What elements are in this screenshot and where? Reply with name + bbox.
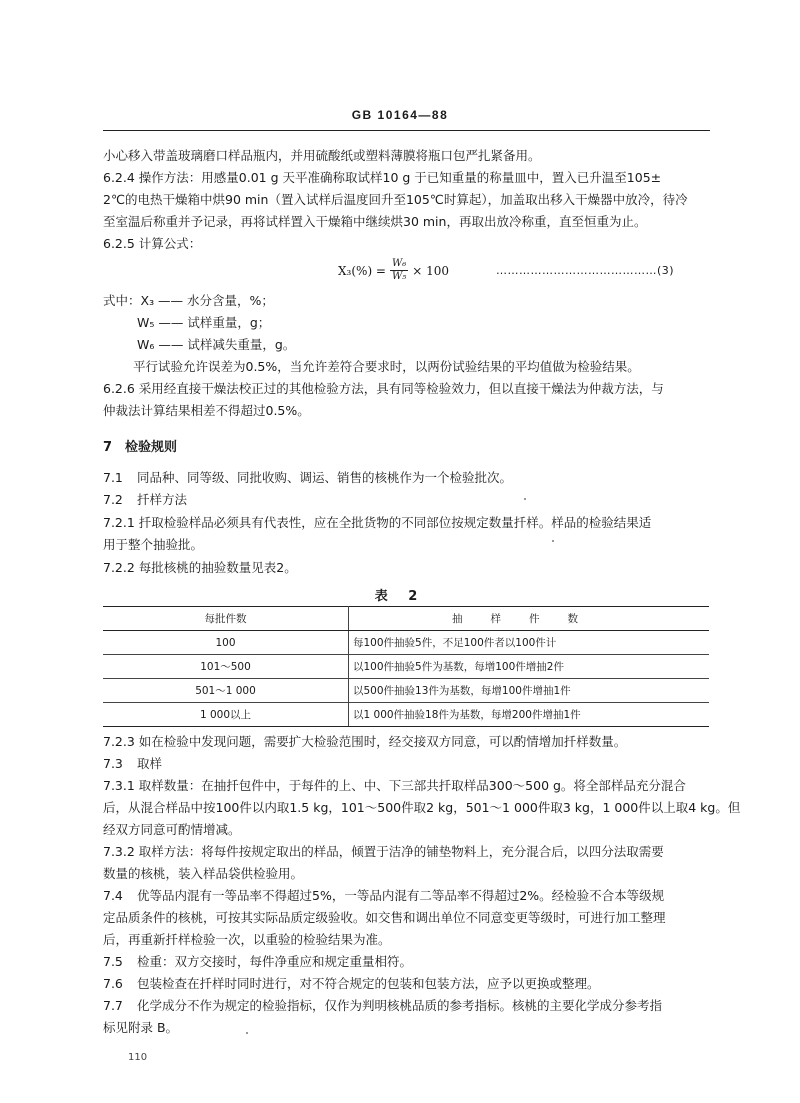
table-cell: 100 (103, 631, 349, 655)
clause-number: 7.2.3 (103, 734, 135, 749)
scan-speck (552, 540, 554, 542)
clause-7-3-2-line1 (103, 843, 664, 861)
table-row (103, 679, 709, 703)
table-cell: 501～1 000 (103, 679, 349, 703)
formula-reference: ……………………………………(3) (496, 264, 675, 277)
clause-7-4-line2: 定品质条件的核桃，可按其实际品质定级验收。如交售和调出单位不同意变更等级时，可进行加工整理 (103, 910, 666, 925)
formula-lhs: X₃(%) = (338, 263, 386, 278)
clause-6-2-5 (103, 235, 201, 253)
clause-7-3-2-line2: 数量的核桃，装入样品袋供检验用。 (103, 866, 304, 881)
clause-text: 取样数量：在抽扦包件中，于每件的上、中、下三部共扦取样品300～500 g。将全部样品充分混合 (138, 778, 686, 793)
standard-header: GB 10164—88 (351, 108, 449, 122)
table-cell: 每100件抽验5件，不足100件者以100件计 (349, 631, 710, 655)
clause-7-2-1-line1 (103, 514, 651, 532)
clause-text: 包装检查在扦样时同时进行，对不符合规定的包装和包装方法，应予以更换或整理。 (136, 976, 600, 991)
clause-number: 6.2.4 (103, 170, 135, 185)
clause-7-4-line1 (103, 887, 664, 905)
column-header: 每批件数 (103, 607, 349, 631)
formula-numerator: W₆ (392, 258, 407, 269)
clause-text: 化学成分不作为规定的检验指标，仅作为判明核桃品质的参考指标。核桃的主要化学成分参考指 (136, 998, 662, 1013)
moisture-formula (338, 258, 449, 283)
clause-6-2-4-line3: 至室温后称重并予记录，再将试样置入干燥箱中继续烘30 min，再取出放冷称重，直至恒重为止。 (103, 214, 647, 229)
table-title: 表 2 (374, 589, 426, 604)
clause-text: 检重：双方交接时，每件净重应和规定重量相符。 (136, 954, 412, 969)
clause-number: 7.3.1 (103, 778, 135, 793)
clause-text: 扦样方法 (136, 492, 187, 507)
clause-text: 采用经直接干燥法校正过的其他检验方法，具有同等检验效力，但以直接干燥法为仲裁方法，与 (138, 381, 664, 396)
sampling-table (103, 606, 709, 727)
clause-number: 7.2.2 (103, 560, 135, 575)
clause-text: 扦取检验样品必须具有代表性，应在全批货物的不同部位按规定数量扦样。样品的检验结果适 (138, 515, 652, 530)
table-row (103, 631, 709, 655)
clause-7-4-line3: 后，再重新扦样检验一次，以重验的检验结果为准。 (103, 932, 391, 947)
clause-number: 7.1 (103, 470, 123, 485)
column-header: 抽样件数 (349, 607, 710, 631)
clause-7-2-3 (103, 733, 626, 751)
clause-6-2-4-line2: 2℃的电热干燥箱中烘90 min（置入试样后温度回升至105℃时算起），加盖取出移入干燥器中放冷，待冷 (103, 192, 688, 207)
table-header-row (103, 607, 709, 631)
clause-number: 7.6 (103, 976, 123, 991)
where-x3: 式中：X₃ —— 水分含量，%； (103, 293, 274, 308)
clause-7-7-line2: 标见附录 B。 (103, 1020, 179, 1035)
formula-fraction (390, 258, 408, 283)
clause-number: 6.2.6 (103, 381, 135, 396)
where-w5: W₅ —— 试样重量，g； (137, 315, 271, 330)
clause-7-1 (103, 469, 512, 487)
clause-7-2-1-line2: 用于整个抽验批。 (103, 537, 204, 552)
clause-text: 同品种、同等级、同批收购、调运、销售的核桃作为一个检验批次。 (136, 470, 512, 485)
formula-denominator: W₅ (392, 271, 407, 282)
table-row (103, 655, 709, 679)
table-cell: 1 000以上 (103, 703, 349, 727)
clause-number: 7.4 (103, 888, 123, 903)
table-cell: 101～500 (103, 655, 349, 679)
clause-text: 取样 (136, 756, 162, 771)
clause-text: 取样方法：将每件按规定取出的样品，倾置于洁净的铺垫物料上，充分混合后，以四分法取需要 (138, 844, 664, 859)
scan-speck (246, 1032, 248, 1034)
table-row (103, 703, 709, 727)
formula-rhs: × 100 (412, 263, 450, 278)
clause-text: 每批核桃的抽验数量见表2。 (138, 560, 297, 575)
clause-text: 操作方法：用感量0.01 g 天平准确称取试样10 g 于已知重量的称量皿中，置入已升温至105± (138, 170, 662, 185)
clause-7-6 (103, 975, 600, 993)
clause-number: 6.2.5 (103, 236, 135, 251)
clause-7-2-2 (103, 559, 297, 577)
clause-text: 优等品内混有一等品率不得超过5%，一等品内混有二等品率不得超过2%。经检验不合本等级规 (136, 888, 665, 903)
clause-7-3-1-line2: 后，从混合样品中按100件以内取1.5 kg，101～500件取2 kg，501～1 000件取3 kg，1 000件以上取4 kg。但 (103, 800, 741, 815)
clause-6-2-6-line1 (103, 380, 664, 398)
intro-line: 小心移入带盖玻璃磨口样品瓶内，并用硫酸纸或塑料薄膜将瓶口包严扎紧备用。 (103, 148, 541, 163)
table-cell: 以1 000件抽验18件为基数，每增200件增抽1件 (349, 703, 710, 727)
clause-7-3-1-line3: 经双方同意可酌情增减。 (103, 822, 241, 837)
table-cell: 以100件抽验5件为基数，每增100件增抽2件 (349, 655, 710, 679)
clause-7-2 (103, 491, 187, 509)
clause-7-3-1-line1 (103, 777, 686, 795)
clause-number: 7.5 (103, 954, 123, 969)
where-w6: W₆ —— 试样减失重量，g。 (137, 337, 296, 352)
clause-7-7-line1 (103, 997, 662, 1015)
clause-6-2-6-line2: 仲裁法计算结果相差不得超过0.5%。 (103, 403, 310, 418)
scan-speck (524, 498, 526, 500)
clause-7-5 (103, 953, 412, 971)
page-number: 110 (128, 1052, 148, 1063)
section-heading: 7 检验规则 (103, 440, 178, 455)
clause-number: 7.2.1 (103, 515, 135, 530)
parallel-test-note: 平行试验允许误差为0.5%，当允许差符合要求时，以两份试验结果的平均值做为检验结果。 (133, 359, 640, 374)
header-rule (103, 130, 710, 131)
clause-text: 计算公式： (138, 236, 202, 251)
table-cell: 以500件抽验13件为基数，每增100件增抽1件 (349, 679, 710, 703)
clause-number: 7.3.2 (103, 844, 135, 859)
clause-number: 7.2 (103, 492, 123, 507)
clause-number: 7.7 (103, 998, 123, 1013)
clause-6-2-4-line1 (103, 169, 661, 187)
clause-7-3 (103, 755, 162, 773)
clause-number: 7.3 (103, 756, 123, 771)
clause-text: 如在检验中发现问题，需要扩大检验范围时，经交接双方同意，可以酌情增加扦样数量。 (138, 734, 627, 749)
